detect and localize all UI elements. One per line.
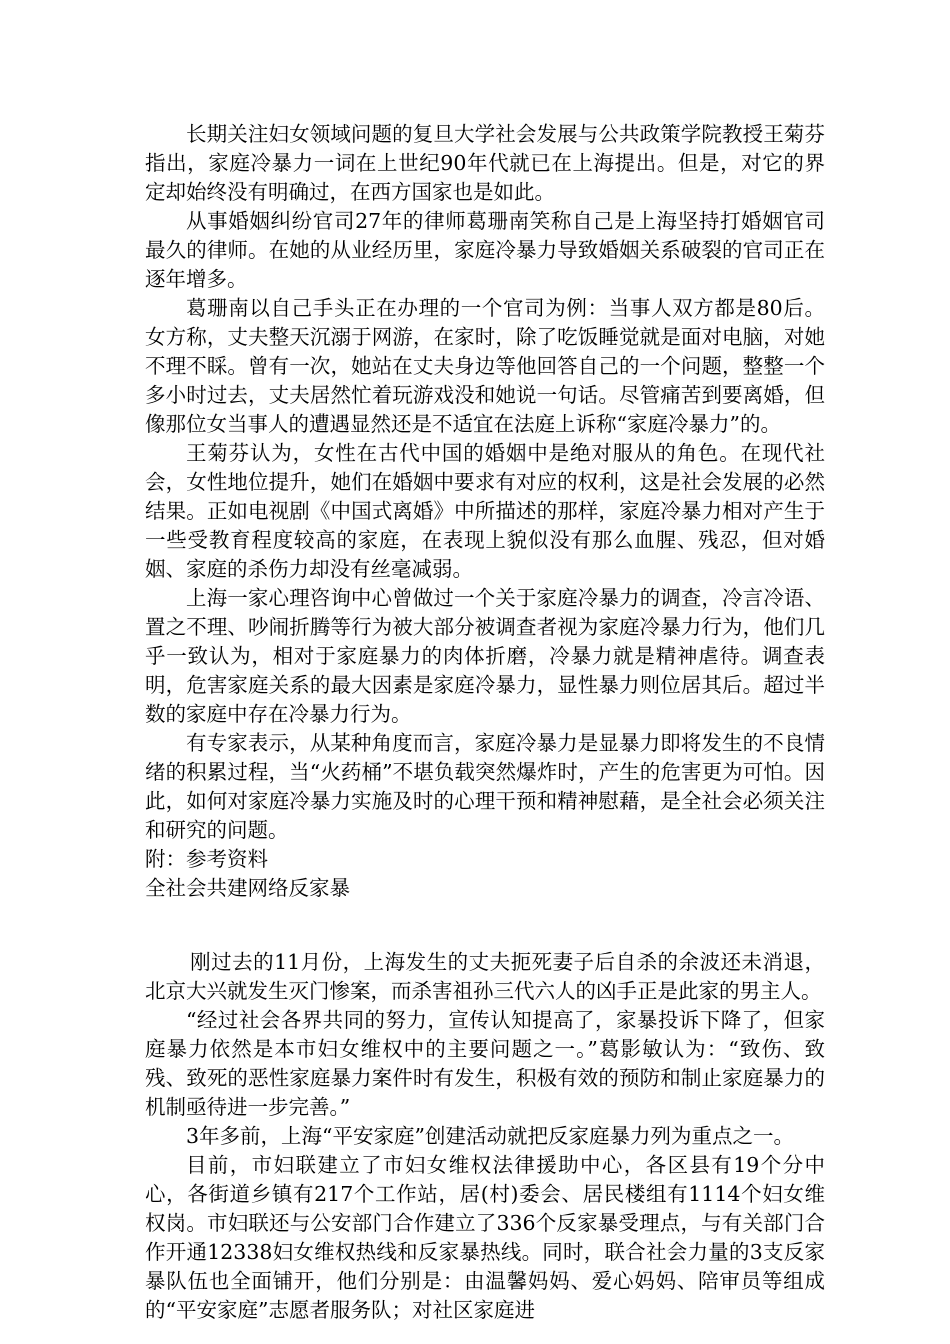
paragraph-case-example: 葛珊南以自己手头正在办理的一个官司为例：当事人双方都是80后。女方称，丈夫整天沉溺于网游，在家时，除了吃饭睡觉就是面对电脑，对她不理不睬。曾有一次，她站在丈夫身边等他回答自己的一个问题，整整一个多小时过去，丈夫居然忙着玩游戏没和她说一句话。尽管痛苦到要离婚，但像那位女当事人的遭遇显然还是不适宜在法庭上诉称“家庭冷暴力”的。 bbox=[145, 296, 825, 436]
blank-line bbox=[145, 903, 825, 932]
paragraph-wang-jufen-view: 王菊芬认为，女性在古代中国的婚姻中是绝对服从的角色。在现代社会，女性地位提升，她们在婚姻中要求有对应的权利，这是社会发展的必然结果。正如电视剧《中国式离婚》中所描述的那样，家庭冷暴力相对产生于一些受教育程度较高的家庭，在表现上貌似没有那么血腥、残忍，但对婚姻、家庭的杀伤力却没有丝毫减弱。 bbox=[145, 441, 825, 581]
paragraph-womens-federation: 目前，市妇联建立了市妇女维权法律援助中心，各区县有19个分中心，各街道乡镇有217个工作站，居(村)委会、居民楼组有1114个妇女维权岗。市妇联还与公安部门合作建立了336个反家暴受理点，与有关部门合作开通12338妇女维权热线和反家暴热线。同时，联合社会力量的3支反家暴队伍也全面铺开，他们分别是：由温馨妈妈、爱心妈妈、陪审员等组成的“平安家庭”志愿者服务队；对社区家庭进 bbox=[145, 1153, 825, 1322]
paragraph-expert: 有专家表示，从某种角度而言，家庭冷暴力是显暴力即将发生的不良情绪的积累过程，当“火药桶”不堪负载突然爆炸时，产生的危害更为可怕。因此，如何对家庭冷暴力实施及时的心理干预和精神慰藉，是全社会必须关注和研究的问题。 bbox=[145, 731, 825, 842]
appendix-label: 附：参考资料 bbox=[145, 847, 268, 871]
appendix-title: 全社会共建网络反家暴 bbox=[145, 876, 350, 900]
paragraph-safe-family: 3年多前，上海“平安家庭”创建活动就把反家庭暴力列为重点之一。 bbox=[186, 1124, 795, 1148]
document-page bbox=[145, 120, 825, 1325]
paragraph-survey: 上海一家心理咨询中心曾做过一个关于家庭冷暴力的调查，冷言冷语、置之不理、吵闹折腾等行为被大部分被调查者视为家庭冷暴力行为，他们几乎一致认为，相对于家庭暴力的肉体折磨，冷暴力就是精神虐待。调查表明，危害家庭关系的最大因素是家庭冷暴力，显性暴力则位居其后。超过半数的家庭中存在冷暴力行为。 bbox=[145, 586, 825, 726]
paragraph-wang-jufen-intro: 长期关注妇女领域问题的复旦大学社会发展与公共政策学院教授王菊芬指出，家庭冷暴力一词在上世纪90年代就已在上海提出。但是，对它的界定却始终没有明确过，在西方国家也是如此。 bbox=[145, 122, 825, 204]
paragraph-quote: “经过社会各界共同的努力，宣传认知提高了，家暴投诉下降了，但家庭暴力依然是本市妇女维权中的主要问题之一。”葛影敏认为：“致伤、致残、致死的恶性家庭暴力案件时有发生，积极有效的预防和制止家庭暴力的机制亟待进一步完善。” bbox=[145, 1008, 825, 1119]
paragraph-november-case: 刚过去的11月份，上海发生的丈夫扼死妻子后自杀的余波还未消退，北京大兴就发生灭门惨案，而杀害祖孙三代六人的凶手正是此家的男主人。 bbox=[145, 950, 825, 1003]
paragraph-lawyer-ge: 从事婚姻纠纷官司27年的律师葛珊南笑称自己是上海坚持打婚姻官司最久的律师。在她的从业经历里，家庭冷暴力导致婚姻关系破裂的官司正在逐年增多。 bbox=[145, 209, 825, 291]
